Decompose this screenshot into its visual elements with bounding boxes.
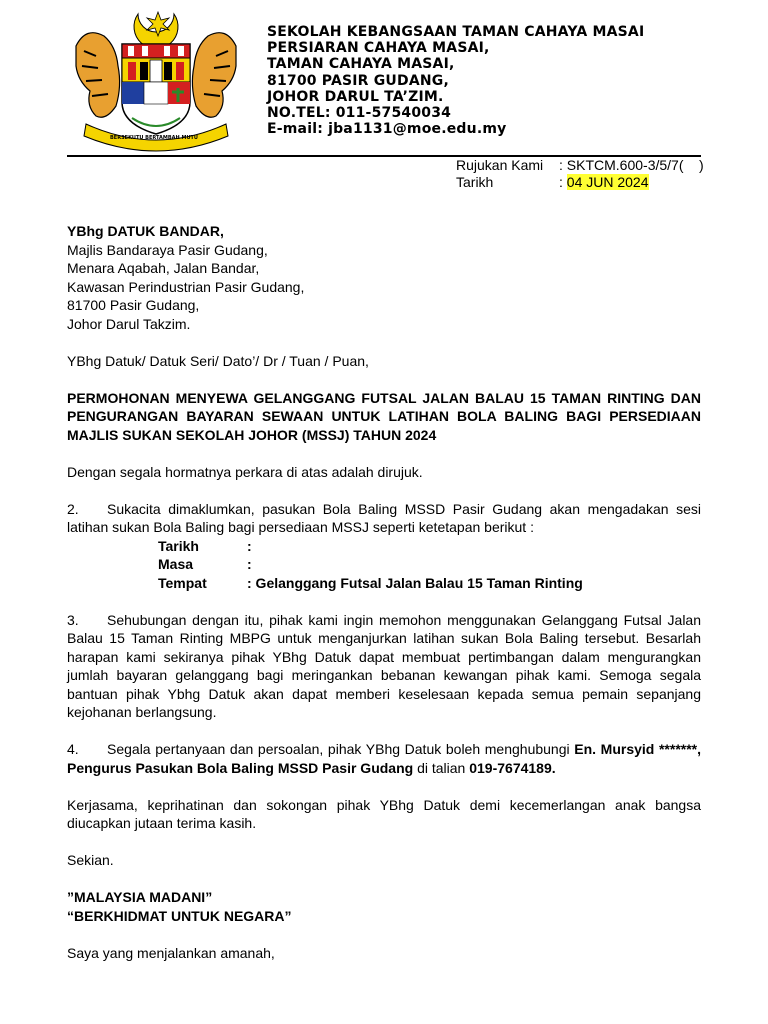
email-address: E-mail: jba1131@moe.edu.my <box>267 121 507 138</box>
address-line: TAMAN CAHAYA MASAI, <box>267 56 455 73</box>
paragraph-number: 3. <box>67 611 79 628</box>
paragraph-2: 2. Sukacita dimaklumkan, pasukan Bola Baling MSSD Pasir Gudang akan mengadakan sesi latihan sukan Bola Baling bagi persediaan MSSJ seperti ketetapan berikut : <box>67 500 701 535</box>
contact-person: En. Mursyid *******, Pengurus Pasukan Bola Baling MSSD Pasir Gudang <box>67 741 702 776</box>
signoff: Saya yang menjalankan amanah, <box>67 944 275 961</box>
reference-row <box>456 157 704 174</box>
reference-value: : SKTCM.600-3/5/7( ) <box>559 157 704 173</box>
phone-number: NO.TEL: 011-57540034 <box>267 105 452 122</box>
paragraph-number: 2. <box>67 500 79 517</box>
salutation: YBhg Datuk/ Datuk Seri/ Dato’/ Dr / Tuan / Puan, <box>67 352 369 369</box>
closing-paragraph: Kerjasama, keprihatinan dan sokongan pihak YBhg Datuk demi kecemerlangan anak bangsa diucapkan jutaan terima kasih. <box>67 796 701 831</box>
date-colon: : <box>559 174 567 190</box>
paragraph-3: 3. Sehubungan dengan itu, pihak kami ingin memohon menggunakan Gelanggang Futsal Jalan Balau 15 Taman Rinting MBPG untuk menganjurkan latihan sukan Bola Baling tersebut. Besarlah harapan kami sekiranya pihak YBhg Datuk dapat membuat pertimbangan dalam mengurangkan jumlah bayaran gelanggang bagi meringankan bebanan kewangan pihak kami. Semoga segala bantuan pihak Ybhg Datuk akan dapat memberi keselesaan kepada semua pemain sepanjang kejohanan berlangsung. <box>67 611 701 720</box>
slogan-berkhidmat: “BERKHIDMAT UNTUK NEGARA” <box>67 907 292 924</box>
recipient-line: 81700 Pasir Gudang, <box>67 297 200 313</box>
paragraph-number: 4. <box>67 741 79 757</box>
opening-line: Dengan segala hormatnya perkara di atas adalah dirujuk. <box>67 463 423 480</box>
paragraph-4: 4. Segala pertanyaan dan persoalan, pihak YBhg Datuk boleh menghubungi En. Mursyid *******, Pengurus Pasukan Bola Baling MSSD Pasir Gudang di talian 019-7674189. <box>67 741 702 776</box>
recipient-title: YBhg DATUK BANDAR, <box>67 223 224 239</box>
date-label: Tarikh <box>456 174 494 190</box>
reference-label: Rujukan Kami <box>456 157 544 173</box>
malaysia-coat-of-arms-icon <box>66 6 246 156</box>
address-line: JOHOR DARUL TA’ZIM. <box>267 88 444 105</box>
school-name: SEKOLAH KEBANGSAAN TAMAN CAHAYA MASAI <box>267 24 645 40</box>
slogan-malaysia-madani: ”MALAYSIA MADANI” <box>67 889 213 905</box>
recipient-line: Majlis Bandaraya Pasir Gudang, <box>67 241 268 258</box>
date-row <box>456 174 704 191</box>
reference-block <box>456 157 704 191</box>
school-address-block <box>267 24 644 137</box>
training-details <box>158 537 701 593</box>
detail-row: Tempat : Gelanggang Futsal Jalan Balau 15 Taman Rinting <box>158 574 583 591</box>
sekian: Sekian. <box>67 852 114 868</box>
detail-row: Tarikh : <box>158 537 252 554</box>
address-line: PERSIARAN CAHAYA MASAI, <box>267 40 490 57</box>
svg-text:BERSEKUTU BERTAMBAH MUTU: BERSEKUTU BERTAMBAH MUTU <box>110 135 198 141</box>
letter-subject: PERMOHONAN MENYEWA GELANGGANG FUTSAL JALAN BALAU 15 TAMAN RINTING DAN PENGURANGAN BAYARAN SEWAAN UNTUK LATIHAN BOLA BALING BAGI PERSEDIAAN MAJLIS SUKAN SEKOLAH JOHOR (MSSJ) TAHUN 2024 <box>67 389 701 443</box>
recipient-line: Johor Darul Takzim. <box>67 315 191 332</box>
recipient-line: Kawasan Perindustrian Pasir Gudang, <box>67 278 305 295</box>
recipient-line: Menara Aqabah, Jalan Bandar, <box>67 260 260 276</box>
date-value: 04 JUN 2024 <box>566 174 649 190</box>
detail-row: Masa : <box>158 556 252 572</box>
address-line: 81700 PASIR GUDANG, <box>267 72 449 89</box>
letter-body <box>67 222 701 962</box>
contact-phone: 019-7674189. <box>469 759 556 776</box>
